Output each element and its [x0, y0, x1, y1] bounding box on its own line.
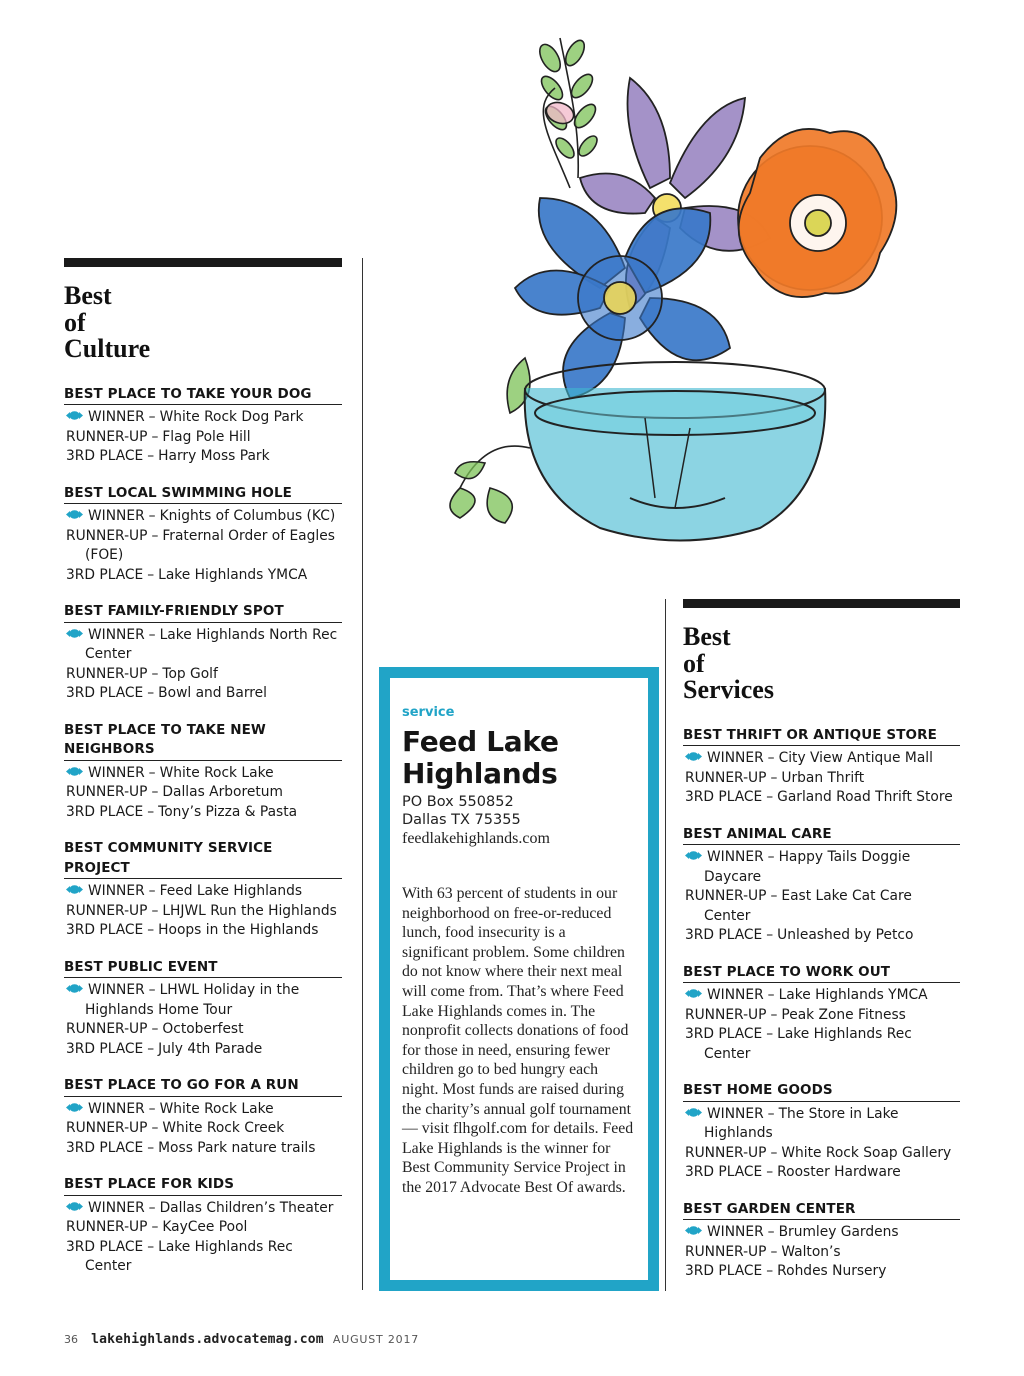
feature-url[interactable]: feedlakehighlands.com [402, 830, 550, 847]
title-line: Services [683, 675, 774, 704]
place-label: RUNNER-UP [66, 428, 148, 445]
place-dash: – [767, 750, 775, 766]
awardee-name: Tony’s Pizza & Pasta [158, 803, 298, 820]
feature-title-line: Feed Lake [402, 725, 559, 758]
place-dash: – [147, 1139, 155, 1156]
category-title: BEST LOCAL SWIMMING HOLE [64, 484, 342, 505]
place-dash: – [147, 448, 155, 464]
place-dash: – [148, 982, 156, 998]
awardee-name: Feed Lake Highlands [159, 883, 303, 899]
place-label: 3RD PLACE [66, 1238, 144, 1255]
award-category [64, 1076, 342, 1158]
award-category [64, 958, 342, 1060]
third-place-entry [64, 684, 342, 704]
runner-up-entry [683, 1006, 960, 1026]
awardee-name: Knights of Columbus (KC) [159, 508, 336, 524]
winner-ribbon-icon [66, 510, 83, 519]
place-label: RUNNER-UP [66, 1219, 148, 1235]
third-place-entry [683, 1262, 960, 1282]
awardee-name: Lake Highlands YMCA [778, 987, 928, 1003]
category-title: BEST PUBLIC EVENT [64, 958, 342, 979]
place-label: 3RD PLACE [685, 1164, 763, 1180]
runner-up-entry [64, 428, 342, 448]
winner-entry [64, 764, 342, 784]
blue-flower [515, 198, 730, 398]
runner-up-entry [683, 887, 960, 926]
place-dash: – [767, 987, 775, 1003]
feature-title [402, 726, 648, 790]
place-label: RUNNER-UP [66, 902, 148, 919]
place-label: 3RD PLACE [685, 927, 763, 943]
awardee-name: Happy Tails Doggie Daycare [704, 849, 911, 885]
awardee-name: Rohdes Nursery [777, 1263, 887, 1279]
runner-up-entry [683, 1243, 960, 1263]
awardee-name: Top Golf [162, 665, 218, 682]
third-place-entry [64, 1040, 342, 1060]
place-label: 3RD PLACE [66, 566, 144, 583]
place-dash: – [148, 626, 156, 643]
award-category [64, 484, 342, 586]
awardee-name: White Rock Soap Gallery [781, 1144, 952, 1161]
winner-ribbon-icon [685, 1108, 702, 1117]
award-category [64, 1175, 342, 1277]
culture-column [64, 258, 342, 1294]
footer-site[interactable]: lakehighlands.advocatemag.com [91, 1332, 324, 1347]
award-category [64, 721, 342, 823]
winner-entry [683, 848, 960, 887]
section-top-bar [683, 599, 960, 608]
runner-up-entry [64, 1119, 342, 1139]
awardee-name: Walton’s [781, 1243, 841, 1260]
place-dash: – [151, 784, 159, 800]
feature-tag: service [402, 705, 455, 720]
place-label: WINNER [88, 1199, 145, 1216]
place-dash: – [766, 789, 774, 805]
place-label: 3RD PLACE [66, 922, 144, 938]
award-category [683, 1200, 960, 1282]
winner-entry [64, 882, 342, 902]
awardee-name: Dallas Children’s Theater [159, 1199, 334, 1216]
place-label: 3RD PLACE [685, 1263, 763, 1279]
place-label: WINNER [88, 1100, 145, 1117]
third-place-entry [683, 926, 960, 946]
culture-section-title [64, 283, 342, 363]
awardee-name: White Rock Lake [159, 764, 274, 781]
winner-entry [64, 408, 342, 428]
place-label: 3RD PLACE [685, 789, 763, 805]
place-label: WINNER [88, 409, 145, 425]
winner-entry [64, 1199, 342, 1219]
third-place-entry [683, 788, 960, 808]
runner-up-entry [64, 1020, 342, 1040]
services-categories [683, 726, 960, 1282]
awardee-name: LHWL Holiday in the Highlands Home Tour [85, 982, 300, 1018]
category-title: BEST FAMILY-FRIENDLY SPOT [64, 602, 342, 623]
place-label: WINNER [707, 987, 764, 1003]
feature-body: With 63 percent of students in our neighborhood on free-or-reduced lunch, food insecurity is a significant problem. Some children do not know where their next meal will come from. That’s where Feed Lake Highlands comes in. The nonprofit collects donations of food for those in need, ensuring fewer children go to bed hungry each night. Most funds are raised during the charity’s annual golf tournament — visit flhgolf.com for details. Feed Lake Highlands is the winner for Best Community Service Project in the 2017 Advocate Best Of awards. [402, 885, 634, 1196]
award-category [64, 385, 342, 467]
category-title: BEST PLACE TO TAKE NEW NEIGHBORS [64, 721, 342, 761]
third-place-entry [64, 566, 342, 586]
awardee-name: Lake Highlands YMCA [158, 566, 308, 583]
place-dash: – [766, 927, 774, 943]
category-title: BEST THRIFT OR ANTIQUE STORE [683, 726, 960, 747]
awardee-name: Dallas Arboretum [162, 784, 283, 800]
place-label: 3RD PLACE [66, 803, 144, 820]
title-line: of [683, 648, 705, 678]
services-section-title [683, 624, 960, 704]
place-label: RUNNER-UP [685, 888, 767, 904]
place-label: 3RD PLACE [66, 448, 144, 464]
place-dash: – [151, 527, 159, 544]
awardee-name: Garland Road Thrift Store [777, 789, 953, 805]
place-dash: – [147, 566, 155, 583]
winner-ribbon-icon [66, 1103, 83, 1112]
winner-entry [683, 986, 960, 1006]
awardee-name: LHJWL Run the Highlands [162, 902, 337, 919]
place-dash: – [148, 883, 156, 899]
place-label: 3RD PLACE [66, 1040, 144, 1057]
third-place-entry [64, 1139, 342, 1159]
place-dash: – [151, 665, 159, 682]
winner-ribbon-icon [66, 1202, 83, 1211]
place-dash: – [767, 1224, 775, 1240]
place-label: RUNNER-UP [66, 1021, 148, 1037]
third-place-entry [64, 1238, 342, 1277]
page-number: 36 [64, 1333, 78, 1346]
place-dash: – [148, 764, 156, 781]
third-place-entry [64, 921, 342, 941]
place-label: WINNER [707, 1224, 764, 1240]
place-dash: – [147, 1238, 155, 1255]
awardee-name: White Rock Dog Park [159, 409, 304, 425]
awardee-name: Bowl and Barrel [158, 685, 267, 701]
winner-entry [64, 507, 342, 527]
winner-ribbon-icon [66, 885, 83, 894]
winner-entry [64, 981, 342, 1020]
awardee-name: Fraternal Order of Eagles (FOE) [85, 527, 335, 563]
awardee-name: Brumley Gardens [778, 1224, 899, 1240]
award-category [683, 825, 960, 946]
place-dash: – [147, 803, 155, 820]
third-place-entry [64, 447, 342, 467]
awardee-name: White Rock Lake [159, 1100, 274, 1117]
awardee-name: Rooster Hardware [777, 1164, 901, 1180]
winner-entry [683, 1223, 960, 1243]
place-dash: – [151, 1219, 159, 1235]
place-dash: – [770, 888, 778, 904]
category-title: BEST GARDEN CENTER [683, 1200, 960, 1221]
place-dash: – [766, 1026, 774, 1042]
column-divider [362, 258, 363, 1290]
winner-entry [64, 626, 342, 665]
place-label: RUNNER-UP [685, 1144, 767, 1161]
winner-entry [683, 1105, 960, 1144]
awardee-name: Moss Park nature trails [158, 1139, 316, 1156]
page-footer [64, 1332, 419, 1347]
column-divider [665, 599, 666, 1291]
place-dash: – [767, 1105, 775, 1122]
title-line: Best [64, 281, 112, 310]
feature-address [402, 793, 648, 829]
winner-entry [64, 1100, 342, 1120]
place-label: WINNER [88, 883, 145, 899]
awardee-name: KayCee Pool [162, 1219, 248, 1235]
place-label: RUNNER-UP [685, 769, 767, 786]
place-label: 3RD PLACE [66, 685, 144, 701]
runner-up-entry [64, 783, 342, 803]
place-dash: – [770, 1006, 778, 1023]
place-label: WINNER [707, 849, 764, 865]
place-dash: – [767, 849, 775, 865]
category-title: BEST COMMUNITY SERVICE PROJECT [64, 839, 342, 879]
winner-ribbon-icon [685, 851, 702, 860]
winner-ribbon-icon [685, 1226, 702, 1235]
place-label: RUNNER-UP [66, 527, 148, 544]
feature-title-line: Highlands [402, 757, 558, 790]
awardee-name: Octoberfest [162, 1021, 244, 1037]
place-dash: – [151, 902, 159, 919]
category-title: BEST PLACE TO WORK OUT [683, 963, 960, 984]
place-label: WINNER [88, 508, 145, 524]
awardee-name: The Store in Lake Highlands [704, 1105, 899, 1141]
third-place-entry [64, 803, 342, 823]
awardee-name: July 4th Parade [158, 1040, 263, 1057]
title-line: Culture [64, 334, 151, 363]
runner-up-entry [64, 1218, 342, 1238]
runner-up-entry [683, 1144, 960, 1164]
culture-categories [64, 385, 342, 1277]
place-label: RUNNER-UP [66, 665, 148, 682]
address-line: PO Box 550852 [402, 794, 514, 810]
place-dash: – [147, 1040, 155, 1057]
place-label: RUNNER-UP [685, 1006, 767, 1023]
awardee-name: Flag Pole Hill [162, 428, 251, 445]
runner-up-entry [64, 527, 342, 566]
award-category [64, 602, 342, 704]
place-dash: – [151, 1021, 159, 1037]
winner-ribbon-icon [685, 752, 702, 761]
winner-entry [683, 749, 960, 769]
runner-up-entry [683, 769, 960, 789]
place-label: WINNER [88, 982, 145, 998]
place-dash: – [766, 1263, 774, 1279]
third-place-entry [683, 1025, 960, 1064]
category-title: BEST ANIMAL CARE [683, 825, 960, 846]
award-category [683, 726, 960, 808]
title-line: Best [683, 622, 731, 651]
award-category [683, 1081, 960, 1183]
winner-ribbon-icon [66, 629, 83, 638]
place-dash: – [148, 1100, 156, 1117]
place-label: WINNER [88, 626, 145, 643]
place-dash: – [770, 769, 778, 786]
awardee-name: City View Antique Mall [778, 750, 933, 766]
place-dash: – [766, 1164, 774, 1180]
footer-date: AUGUST 2017 [332, 1333, 420, 1346]
awardee-name: Lake Highlands Rec Center [704, 1026, 912, 1062]
third-place-entry [683, 1163, 960, 1183]
address-line: Dallas TX 75355 [402, 812, 521, 828]
category-title: BEST HOME GOODS [683, 1081, 960, 1102]
place-dash: – [147, 685, 155, 701]
category-title: BEST PLACE TO TAKE YOUR DOG [64, 385, 342, 406]
awardee-name: Urban Thrift [781, 769, 865, 786]
awardee-name: White Rock Creek [162, 1120, 285, 1136]
category-title: BEST PLACE FOR KIDS [64, 1175, 342, 1196]
place-dash: – [770, 1144, 778, 1161]
awardee-name: East Lake Cat Care Center [704, 888, 912, 924]
place-label: RUNNER-UP [66, 784, 148, 800]
awardee-name: Lake Highlands North Rec Center [85, 626, 338, 662]
place-dash: – [148, 508, 156, 524]
awardee-name: Peak Zone Fitness [781, 1006, 906, 1023]
place-label: WINNER [707, 750, 764, 766]
place-label: WINNER [88, 764, 145, 781]
runner-up-entry [64, 665, 342, 685]
place-dash: – [147, 922, 155, 938]
winner-ribbon-icon [66, 411, 83, 420]
category-title: BEST PLACE TO GO FOR A RUN [64, 1076, 342, 1097]
award-category [683, 963, 960, 1065]
flower-bowl-illustration [430, 18, 910, 578]
place-dash: – [151, 1120, 159, 1136]
winner-ribbon-icon [66, 984, 83, 993]
winner-ribbon-icon [685, 989, 702, 998]
orange-flower [738, 129, 896, 297]
awardee-name: Hoops in the Highlands [158, 922, 319, 938]
feature-box [379, 667, 659, 1291]
place-dash: – [770, 1243, 778, 1260]
section-top-bar [64, 258, 342, 267]
place-label: RUNNER-UP [685, 1243, 767, 1260]
award-category [64, 839, 342, 941]
services-column [683, 599, 960, 1299]
place-label: 3RD PLACE [685, 1026, 763, 1042]
place-label: RUNNER-UP [66, 1120, 148, 1136]
winner-ribbon-icon [66, 767, 83, 776]
place-label: 3RD PLACE [66, 1139, 144, 1156]
title-line: of [64, 307, 86, 337]
awardee-name: Lake Highlands Rec Center [85, 1238, 293, 1274]
glass-bowl [525, 362, 826, 541]
place-dash: – [148, 409, 156, 425]
place-dash: – [148, 1199, 156, 1216]
place-label: WINNER [707, 1105, 764, 1122]
place-dash: – [151, 428, 159, 445]
runner-up-entry [64, 902, 342, 922]
awardee-name: Harry Moss Park [158, 448, 270, 464]
awardee-name: Unleashed by Petco [777, 927, 914, 943]
